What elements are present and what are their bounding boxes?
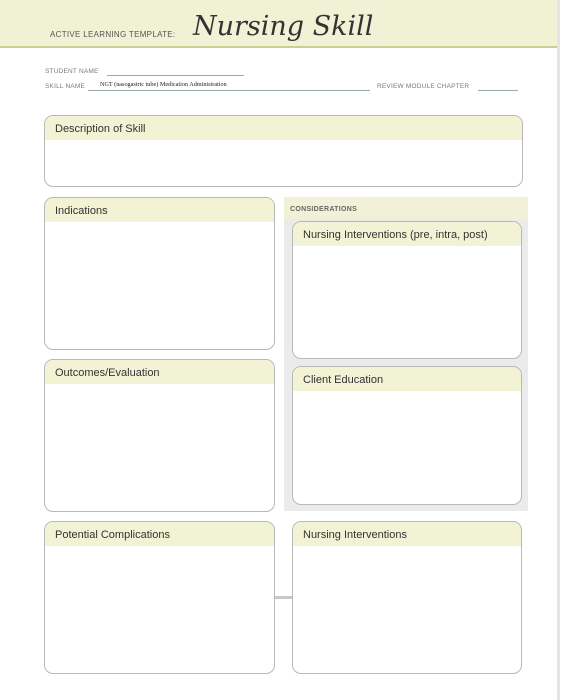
nursing-interventions-header: Nursing Interventions xyxy=(293,522,521,546)
indications-box[interactable] xyxy=(44,197,275,350)
skill-name-field[interactable] xyxy=(88,90,370,91)
complications-connector xyxy=(275,596,292,599)
nursing-interventions-box[interactable] xyxy=(292,521,522,674)
review-module-label: REVIEW MODULE CHAPTER xyxy=(377,83,470,90)
potential-complications-box[interactable] xyxy=(44,521,275,674)
review-module-field[interactable] xyxy=(478,90,518,91)
outcomes-header: Outcomes/Evaluation xyxy=(45,360,274,384)
nursing-interventions-pre-box[interactable] xyxy=(292,221,522,359)
considerations-label: CONSIDERATIONS xyxy=(290,206,358,213)
description-box[interactable] xyxy=(44,115,523,187)
skill-name-label: SKILL NAME xyxy=(45,83,86,90)
page-edge-rule xyxy=(557,0,560,700)
nursing-interventions-pre-header: Nursing Interventions (pre, intra, post) xyxy=(293,222,521,246)
template-title: Nursing Skill xyxy=(193,11,374,42)
potential-complications-header: Potential Complications xyxy=(45,522,274,546)
student-name-label: STUDENT NAME xyxy=(45,68,99,75)
template-prefix: ACTIVE LEARNING TEMPLATE: xyxy=(50,30,176,39)
student-name-field[interactable] xyxy=(107,75,244,76)
description-header: Description of Skill xyxy=(45,116,522,140)
indications-header: Indications xyxy=(45,198,274,222)
client-education-header: Client Education xyxy=(293,367,521,391)
client-education-box[interactable] xyxy=(292,366,522,505)
template-header xyxy=(0,0,557,48)
outcomes-box[interactable] xyxy=(44,359,275,512)
skill-name-value[interactable]: NGT (nasogastric tube) Medication Administration xyxy=(100,81,227,88)
